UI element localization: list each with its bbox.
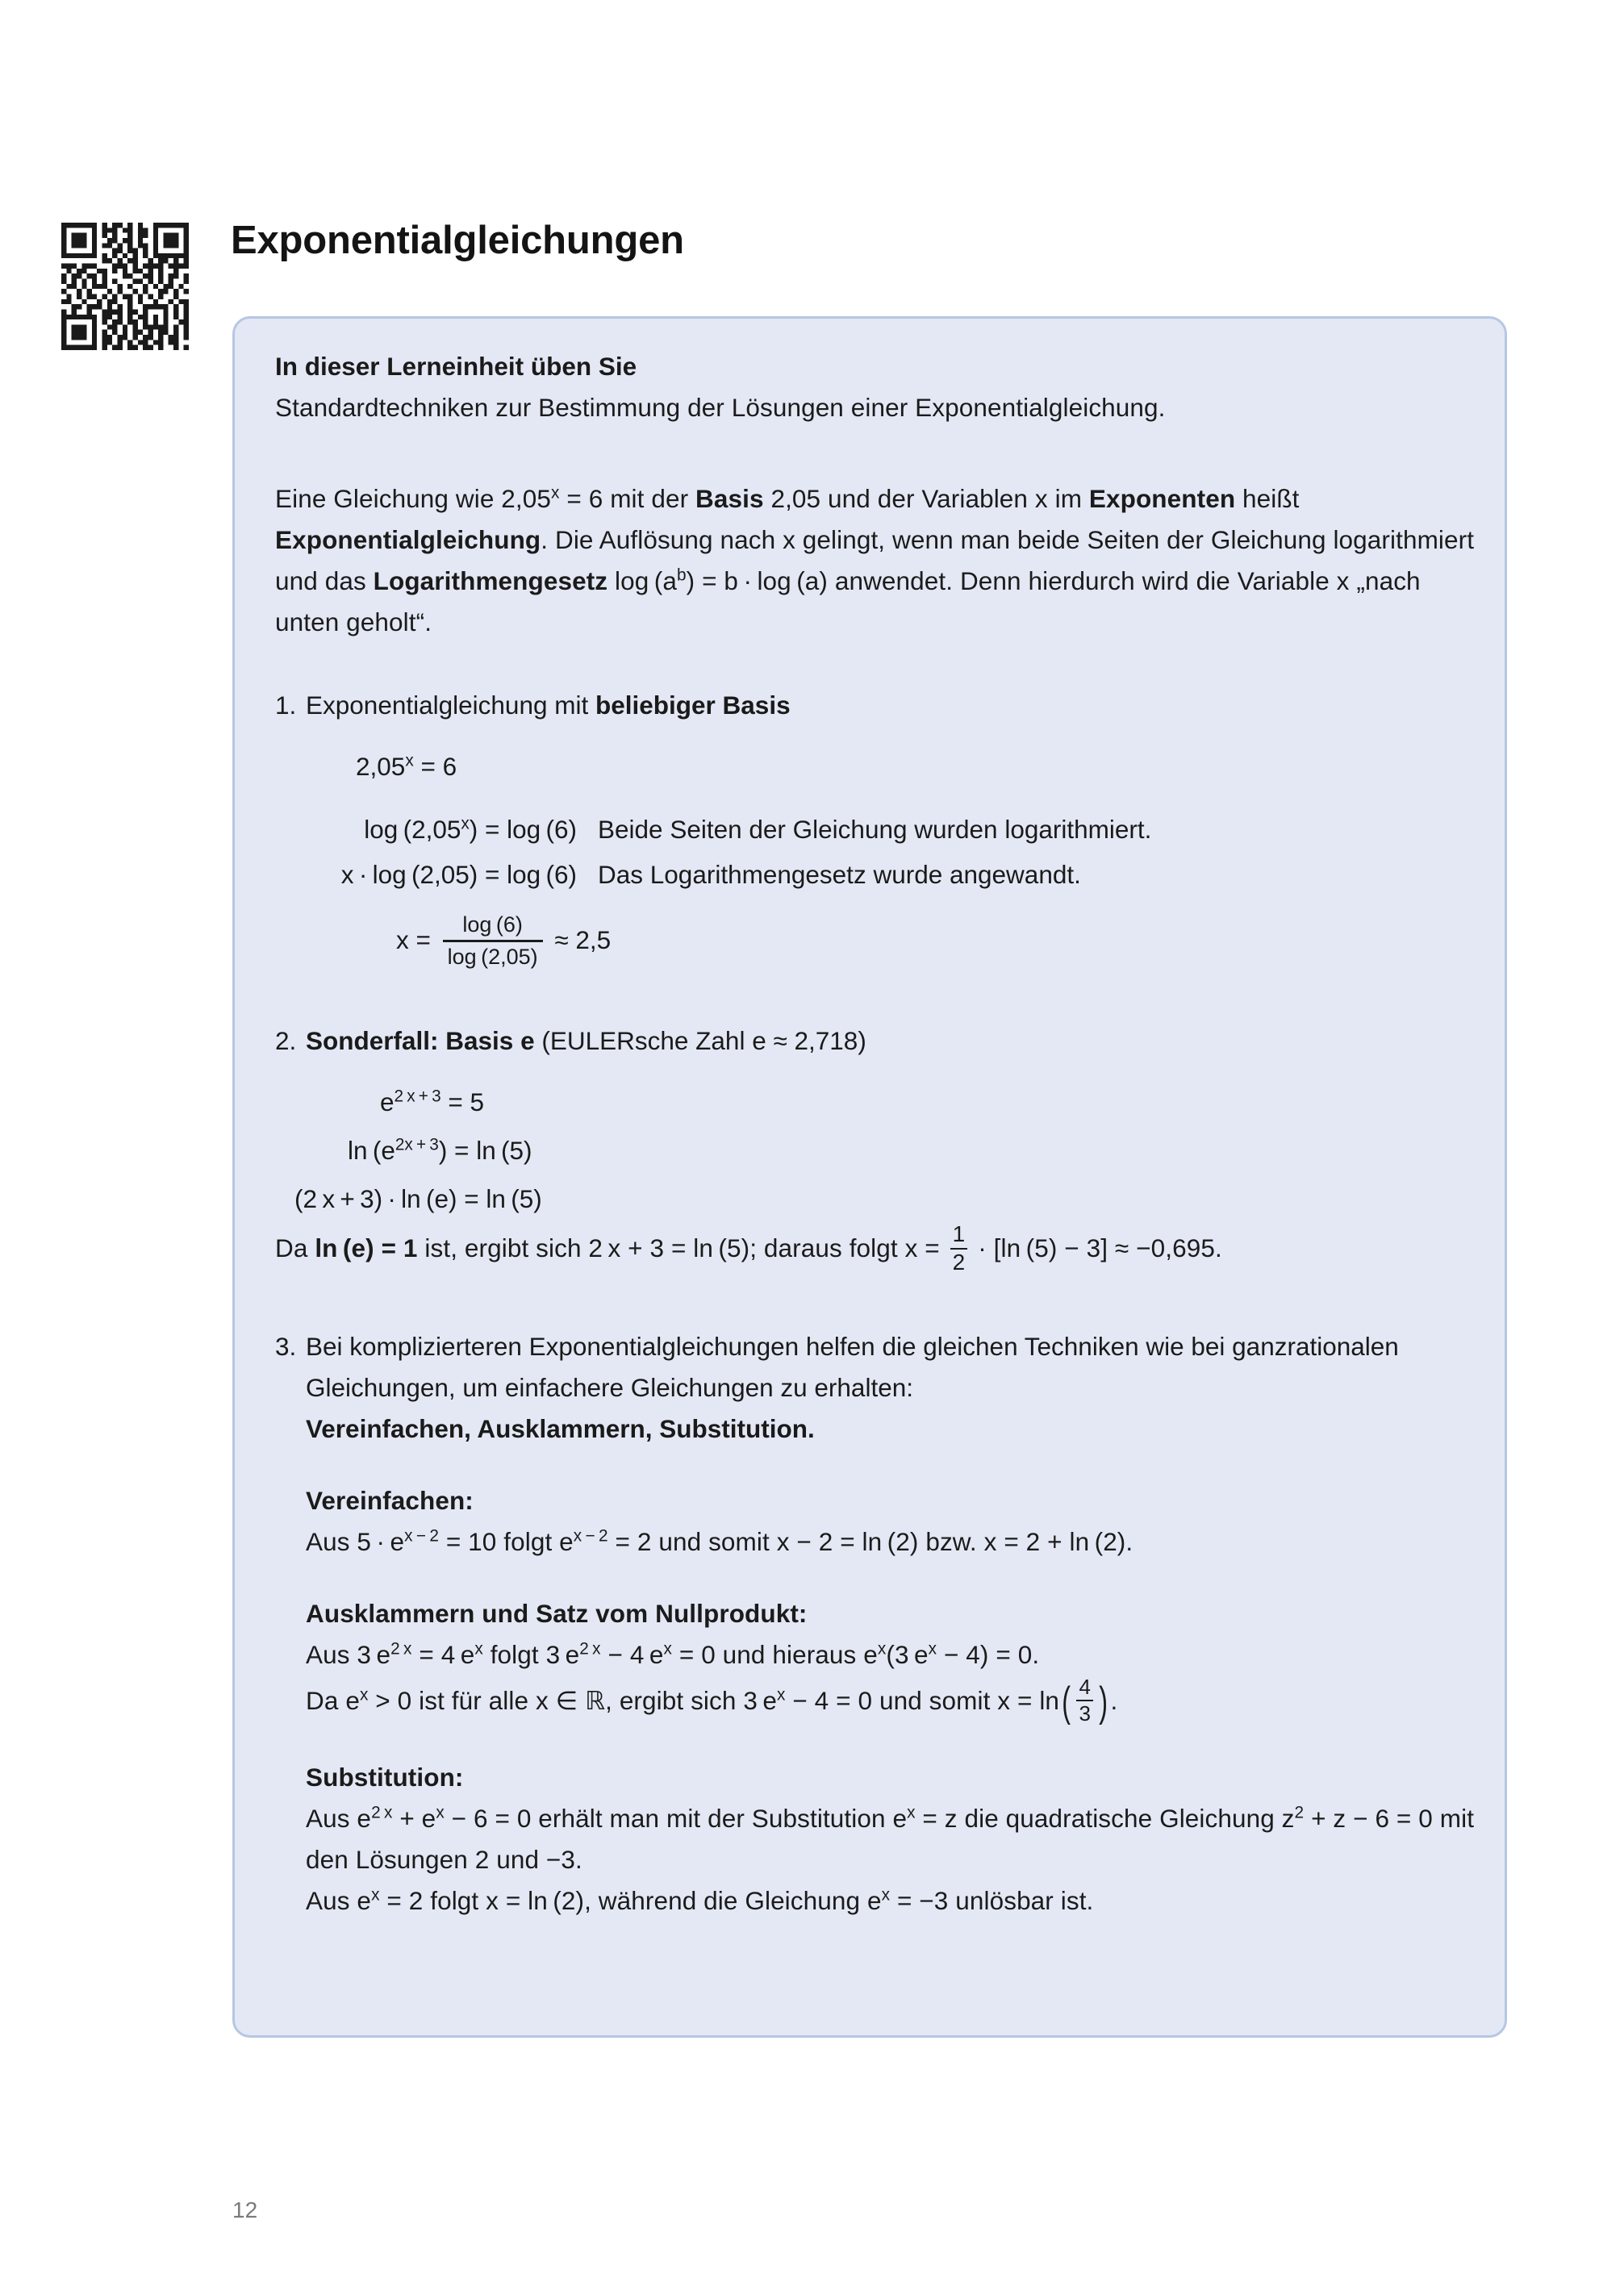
intro-exponenten-bold: Exponenten <box>1088 484 1236 513</box>
intro-sup-x: x <box>551 483 560 503</box>
item-2-concl-c: · [ln (5) − 3] ≈ −0,695. <box>971 1233 1222 1263</box>
sub-l1-sup3: x <box>907 1803 916 1822</box>
page-title: Exponentialgleichungen <box>231 219 684 262</box>
item-2-eq1-sup: 2 x + 3 <box>394 1087 441 1106</box>
item-2-number: 2. <box>275 1026 297 1056</box>
sub-l2-sup1: x <box>371 1885 380 1905</box>
ver-c: = 2 und somit x − 2 = ln (2) bzw. x = 2 + ln (2). <box>607 1526 1133 1556</box>
item-2-eq2-b: ) = ln (5) <box>438 1136 532 1166</box>
four-thirds-numerator: 4 <box>1079 1675 1092 1700</box>
aus-l1-g: − 4) = 0. <box>937 1639 1040 1669</box>
aus-l1-f: (3 e <box>886 1639 929 1669</box>
item-2-concl-b: ist, ergibt sich 2 x + 3 = ln (5); daraus folgt x = <box>417 1233 947 1263</box>
item-1-eq4-denominator: log (2,05) <box>447 945 538 970</box>
aus-l1-c: folgt 3 e <box>482 1639 580 1669</box>
aus-l2-d: . <box>1110 1685 1118 1715</box>
sub-l1-sup4: 2 <box>1294 1803 1305 1822</box>
item-1-equation-3: x · log (2,05) = log (6) <box>340 860 577 889</box>
substitution-line-2 <box>306 1880 1480 1922</box>
sub-l2-a: Aus e <box>306 1886 372 1915</box>
intro-seg-2: = 6 mit der <box>559 484 696 513</box>
intro-seg-6: heißt <box>1235 484 1300 513</box>
aus-l2-b: > 0 ist für alle x ∈ ℝ, ergibt sich 3 e <box>368 1685 777 1715</box>
intro-expgleichung-bold: Exponentialgleichung <box>275 525 541 554</box>
item-1-eq1-sup: x <box>405 751 414 770</box>
item-2-concl-a: Da <box>275 1233 315 1263</box>
sub-l1-sup2: x <box>436 1803 445 1822</box>
aus-l1-sup1: 2 x <box>390 1639 412 1659</box>
item-1-number: 1. <box>275 691 297 720</box>
item-1-equation-2 <box>275 807 598 852</box>
aus-l2-sup2: x <box>776 1685 786 1705</box>
sub-l1-sup1: 2 x <box>371 1803 393 1822</box>
sub-l2-sup2: x <box>881 1885 891 1905</box>
list-item-1 <box>275 685 1480 726</box>
item-2-conclusion <box>275 1223 1480 1275</box>
item-2-heading-rest: (EULERsche Zahl e ≈ 2,718) <box>534 1026 866 1056</box>
substitution-line-1 <box>306 1798 1480 1880</box>
item-1-step-3 <box>275 852 1480 897</box>
four-thirds-denominator: 3 <box>1079 1701 1092 1726</box>
right-paren-icon: ) <box>1099 1679 1108 1726</box>
aus-l1-sup6: x <box>928 1639 937 1659</box>
aus-l1-d: − 4 e <box>600 1639 664 1669</box>
aus-l1-sup2: x <box>474 1639 483 1659</box>
aus-l1-b: = 4 e <box>411 1639 475 1669</box>
item-2-equation-2 <box>275 1126 1480 1175</box>
item-3-line-2: Vereinfachen, Ausklammern, Substitution. <box>306 1413 815 1443</box>
ver-b: = 10 folgt e <box>438 1526 574 1556</box>
ver-sup-2: x − 2 <box>573 1526 608 1546</box>
lesson-panel <box>232 316 1507 2038</box>
item-3-body <box>306 1326 1480 1450</box>
item-1-eq4-numerator: log (6) <box>462 912 523 937</box>
sub-l1-d: = z die quadratische Gleichung z <box>915 1804 1295 1833</box>
sub-l1-b: + e <box>392 1804 436 1833</box>
item-1-equation-4 <box>275 913 1480 970</box>
lesson-lead-heading: In dieser Lerneinheit üben Sie <box>275 352 637 381</box>
substitution-heading: Substitution: <box>306 1763 464 1792</box>
intro-logarithmengesetz-bold: Logarithmengesetz <box>373 566 608 595</box>
intro-basis-bold: Basis <box>695 484 764 513</box>
ausklammern-line-2 <box>306 1675 1480 1726</box>
aus-l2-sup1: x <box>359 1685 369 1705</box>
item-1-heading <box>306 685 1480 726</box>
item-1-eq1-rest: = 6 <box>413 752 457 781</box>
item-2-half-fraction <box>950 1223 968 1275</box>
intro-seg-8: . Die Auflösung nach x gelingt, wenn man beide Seiten der Gleichung logarithmiert und das <box>275 525 1475 595</box>
aus-l2-a: Da e <box>306 1685 360 1715</box>
fraction-bar <box>443 940 543 942</box>
item-1-eq2-b: ) = log (6) <box>469 815 577 844</box>
ausklammern-line-1 <box>306 1634 1480 1675</box>
subsection-ausklammern <box>275 1593 1480 1726</box>
sub-l2-b: = 2 folgt x = ln (2), während die Gleichung e <box>379 1886 882 1915</box>
item-2-half-denominator: 2 <box>952 1250 966 1275</box>
ausklammern-heading: Ausklammern und Satz vom Nullprodukt: <box>306 1598 808 1628</box>
intro-seg-10: log (a <box>607 566 677 595</box>
four-thirds-fraction <box>1076 1676 1093 1725</box>
aus-l1-sup4: x <box>663 1639 672 1659</box>
item-2-eq2-a: ln (e <box>348 1136 395 1166</box>
list-item-3 <box>275 1326 1480 1450</box>
item-1-heading-plain: Exponentialgleichung mit <box>306 691 595 720</box>
page-number: 12 <box>232 2197 258 2222</box>
item-2-heading-bold: Sonderfall: Basis e <box>306 1026 535 1056</box>
item-1-heading-bold: beliebiger Basis <box>595 691 791 720</box>
item-1-eq4-fraction <box>443 912 543 970</box>
list-item-2 <box>275 1020 1480 1062</box>
ausklammern-paren-fraction <box>1059 1675 1110 1726</box>
item-2-equation-1 <box>275 1078 1480 1126</box>
intro-paragraph <box>275 478 1480 643</box>
item-1-comment-2: Beide Seiten der Gleichung wurden logarithmiert. <box>598 815 1152 844</box>
left-paren-icon: ( <box>1062 1679 1071 1726</box>
item-2-concl-bold: ln (e) = 1 <box>315 1233 418 1263</box>
item-1-equation-1 <box>275 742 1480 791</box>
item-2-eq2-sup: 2x + 3 <box>395 1135 439 1154</box>
intro-seg-4: 2,05 und der Variablen x im <box>763 484 1089 513</box>
sub-l1-c: − 6 = 0 erhält man mit der Substitution e <box>444 1804 908 1833</box>
aus-l1-sup5: x <box>877 1639 887 1659</box>
item-1-step-2 <box>275 807 1480 852</box>
intro-sup-b: b <box>676 565 687 585</box>
item-2-heading <box>306 1020 1480 1062</box>
item-1-comment-3: Das Logarithmengesetz wurde angewandt. <box>598 860 1081 889</box>
sub-l1-e: + z − 6 = 0 mit den Lösungen 2 und −3. <box>306 1804 1475 1874</box>
aus-l2-c: − 4 = 0 und somit x = ln <box>785 1685 1060 1715</box>
item-2-half-numerator: 1 <box>952 1221 966 1246</box>
lesson-lead-text: Standardtechniken zur Bestimmung der Lösungen einer Exponentialgleichung. <box>275 393 1166 422</box>
sub-l2-c: = −3 unlösbar ist. <box>890 1886 1094 1915</box>
item-3-line-1: Bei komplizierteren Exponentialgleichungen helfen die gleichen Techniken wie bei ganzrationalen Gleichungen, um einfachere Gleichungen zu erhalten: <box>306 1331 1399 1402</box>
item-2-eq1-base: e <box>380 1087 395 1117</box>
aus-l1-e: = 0 und hieraus e <box>672 1639 878 1669</box>
aus-l1-a: Aus 3 e <box>306 1639 391 1669</box>
qr-code-icon <box>61 223 189 350</box>
item-1-eq2-a: log (2,05 <box>364 815 461 844</box>
item-1-eq4-lhs: x = <box>396 924 438 954</box>
vereinfachen-text <box>306 1521 1480 1563</box>
item-2-equation-3: (2 x + 3) · ln (e) = ln (5) <box>294 1184 542 1214</box>
ver-sup-1: x − 2 <box>404 1526 439 1546</box>
ver-a: Aus 5 · e <box>306 1526 405 1556</box>
item-2-eq1-rest: = 5 <box>440 1087 485 1117</box>
item-1-eq1-base: 2,05 <box>356 752 406 781</box>
item-1-eq2-sup: x <box>461 814 470 833</box>
intro-seg-11: ) = b · log (a) anwendet. Denn hierdurch wird die Variable x „nach unten geholt“. <box>275 566 1421 636</box>
sub-l1-a: Aus e <box>306 1804 372 1833</box>
aus-l1-sup3: 2 x <box>579 1639 601 1659</box>
item-3-number: 3. <box>275 1331 297 1361</box>
item-1-eq4-rhs: ≈ 2,5 <box>547 924 612 954</box>
vereinfachen-heading: Vereinfachen: <box>306 1485 474 1515</box>
subsection-vereinfachen <box>275 1480 1480 1563</box>
subsection-substitution <box>275 1757 1480 1922</box>
intro-seg-1: Eine Gleichung wie 2,05 <box>275 484 552 513</box>
